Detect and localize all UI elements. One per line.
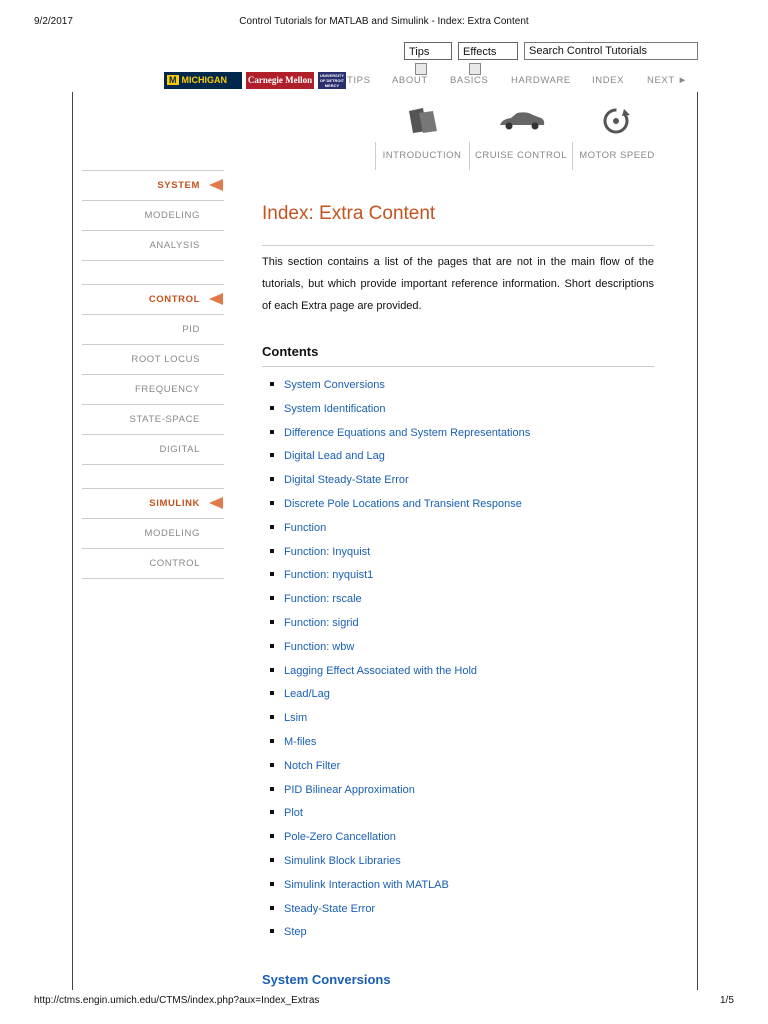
contents-link[interactable]: Digital Lead and Lag — [284, 450, 385, 463]
contents-list — [270, 374, 530, 945]
sidebar-divider — [82, 374, 224, 375]
sidebar-head-simulink[interactable]: SIMULINK — [149, 498, 200, 509]
bullet-icon — [270, 810, 274, 814]
list-item — [270, 826, 530, 850]
sidebar-divider — [82, 404, 224, 405]
bullet-icon — [270, 549, 274, 553]
bullet-icon — [270, 382, 274, 386]
contents-rule — [262, 366, 654, 367]
michigan-m: M — [169, 75, 177, 85]
list-item — [270, 398, 530, 422]
sidebar-divider — [82, 548, 224, 549]
bullet-icon — [270, 501, 274, 505]
bullet-icon — [270, 644, 274, 648]
bullet-icon — [270, 620, 274, 624]
sidebar-item-system-modeling[interactable]: MODELING — [144, 210, 200, 221]
contents-link[interactable]: Function: wbw — [284, 640, 355, 653]
cmu-logo-text: Carnegie Mellon — [247, 75, 313, 85]
contents-link[interactable]: System Conversions — [284, 379, 385, 391]
title-rule — [262, 245, 654, 246]
bullet-icon — [270, 715, 274, 719]
list-item — [270, 779, 530, 803]
tab-motor-speed[interactable]: MOTOR SPEED — [579, 150, 655, 161]
print-title: Control Tutorials for MATLAB and Simulink - Index: Extra Content — [239, 16, 529, 27]
contents-link[interactable]: Lagging Effect Associated with the Hold — [284, 664, 478, 677]
frame-left-border — [72, 92, 73, 990]
contents-heading: Contents — [262, 344, 319, 359]
sidebar-head-system[interactable]: SYSTEM — [157, 180, 200, 191]
list-item — [270, 588, 530, 612]
contents-link[interactable]: Function: nyquist1 — [284, 569, 374, 582]
sidebar-divider — [82, 170, 224, 171]
sidebar-divider — [82, 464, 224, 465]
tab-introduction[interactable]: INTRODUCTION — [382, 150, 462, 161]
sidebar-item-analysis[interactable]: ANALYSIS — [149, 240, 200, 251]
sidebar-divider — [82, 488, 224, 489]
contents-link[interactable]: M-files — [284, 735, 317, 748]
contents-link[interactable]: Discrete Pole Locations and Transient Response — [284, 497, 522, 510]
bullet-icon — [270, 596, 274, 600]
list-item — [270, 517, 530, 541]
list-item — [270, 493, 530, 517]
books-icon[interactable] — [405, 105, 439, 135]
bullet-icon — [270, 739, 274, 743]
nav-hardware[interactable]: HARDWARE — [511, 75, 571, 86]
nav-next[interactable]: NEXT ► — [647, 75, 688, 86]
cmu-logo[interactable] — [246, 72, 314, 89]
bullet-icon — [270, 430, 274, 434]
list-item — [270, 660, 530, 684]
list-item — [270, 898, 530, 922]
contents-link[interactable]: Simulink Block Libraries — [284, 854, 401, 867]
tips-checkbox[interactable] — [415, 63, 427, 75]
bullet-icon — [270, 882, 274, 886]
sidebar-item-frequency[interactable]: FREQUENCY — [134, 384, 200, 395]
tips-label: Tips — [409, 46, 430, 58]
sidebar-divider — [82, 200, 224, 201]
list-item — [270, 731, 530, 755]
print-date: 9/2/2017 — [34, 16, 73, 27]
contents-link[interactable]: Lsim — [284, 712, 308, 725]
list-item — [270, 564, 530, 588]
sidebar-head-control[interactable]: CONTROL — [148, 294, 200, 305]
contents-link[interactable]: Plot — [284, 807, 303, 820]
frame-right-border — [697, 92, 698, 990]
sidebar-divider — [82, 230, 224, 231]
bullet-icon — [270, 787, 274, 791]
contents-link[interactable]: Function: sigrid — [284, 616, 359, 629]
michigan-logo[interactable] — [164, 72, 242, 89]
bullet-icon — [270, 572, 274, 576]
contents-link[interactable]: Function: rscale — [284, 593, 362, 606]
detroit-mercy-logo[interactable] — [318, 72, 346, 89]
search-input[interactable] — [524, 42, 698, 60]
effects-checkbox[interactable] — [469, 63, 481, 75]
bullet-icon — [270, 906, 274, 910]
bullet-icon — [270, 525, 274, 529]
contents-link[interactable]: Notch Filter — [284, 759, 341, 772]
car-icon[interactable] — [497, 105, 547, 135]
bullet-icon — [270, 453, 274, 457]
print-url: http://ctms.engin.umich.edu/CTMS/index.php?aux=Index_Extras — [34, 995, 320, 1006]
contents-link[interactable]: Step — [284, 926, 307, 939]
sidebar-divider — [82, 578, 224, 579]
nav-about[interactable]: ABOUT — [392, 75, 428, 86]
michigan-logo-text: MICHIGAN — [181, 75, 227, 85]
sidebar-divider — [82, 314, 224, 315]
contents-link[interactable]: Digital Steady-State Error — [284, 474, 409, 487]
list-item — [270, 802, 530, 826]
contents-link[interactable]: Lead/Lag — [284, 688, 330, 701]
bullet-icon — [270, 668, 274, 672]
bullet-icon — [270, 858, 274, 862]
sidebar-divider — [82, 344, 224, 345]
sidebar-item-root-locus[interactable]: ROOT LOCUS — [131, 354, 200, 365]
list-item — [270, 541, 530, 565]
contents-link[interactable]: Steady-State Error — [284, 902, 376, 915]
sidebar-divider — [82, 434, 224, 435]
list-item — [270, 469, 530, 493]
bullet-icon — [270, 834, 274, 838]
contents-link[interactable]: System Identification — [284, 402, 386, 415]
list-item — [270, 683, 530, 707]
list-item — [270, 850, 530, 874]
simulink-arrow-icon — [209, 497, 223, 509]
print-page-number: 1/5 — [720, 995, 734, 1006]
contents-link[interactable]: Difference Equations and System Representations — [284, 426, 531, 439]
bullet-icon — [270, 763, 274, 767]
list-item — [270, 921, 530, 945]
bullet-icon — [270, 406, 274, 410]
section-heading-system-conversions[interactable]: System Conversions — [262, 972, 391, 987]
intro-paragraph: This section contains a list of the pages that are not in the main flow of the tutorials, but which provide important reference information. Short descriptions of each Extra page are provided. — [262, 256, 654, 312]
sidebar-item-simulink-control[interactable]: CONTROL — [149, 558, 200, 569]
sidebar-item-simulink-modeling[interactable]: MODELING — [144, 528, 200, 539]
contents-link[interactable]: Function: Inyquist — [284, 545, 371, 558]
list-item — [270, 612, 530, 636]
bullet-icon — [270, 929, 274, 933]
nav-basics[interactable]: BASICS — [450, 75, 489, 86]
nav-tips[interactable]: TIPS — [347, 75, 371, 86]
contents-link[interactable]: Pole-Zero Cancellation — [284, 831, 396, 844]
control-arrow-icon — [209, 293, 223, 305]
list-item — [270, 707, 530, 731]
contents-link[interactable]: Simulink Interaction with MATLAB — [284, 878, 449, 891]
tips-toggle[interactable] — [404, 42, 452, 60]
effects-label: Effects — [463, 46, 497, 58]
sidebar-item-state-space[interactable]: STATE-SPACE — [129, 414, 200, 425]
list-item — [270, 636, 530, 660]
list-item — [270, 755, 530, 779]
page-title: Index: Extra Content — [262, 203, 436, 224]
bullet-icon — [270, 691, 274, 695]
sidebar-divider — [82, 284, 224, 285]
contents-link[interactable]: Function — [284, 521, 327, 534]
list-item — [270, 874, 530, 898]
list-item — [270, 445, 530, 469]
effects-toggle[interactable] — [458, 42, 518, 60]
list-item — [270, 422, 530, 446]
detroit-logo-text: UNIVERSITY OF DETROIT MERCY — [319, 73, 345, 88]
bullet-icon — [270, 477, 274, 481]
tab-cruise-control[interactable]: CRUISE CONTROL — [475, 150, 567, 161]
system-arrow-icon — [209, 179, 223, 191]
sidebar-divider — [82, 518, 224, 519]
sidebar-item-pid[interactable]: PID — [182, 324, 200, 335]
contents-link[interactable]: PID Bilinear Approximation — [284, 783, 415, 796]
list-item — [270, 374, 530, 398]
sidebar-item-digital[interactable]: DIGITAL — [159, 444, 200, 455]
sidebar-divider — [82, 260, 224, 261]
nav-index[interactable]: INDEX — [592, 75, 625, 86]
motor-icon[interactable] — [600, 105, 634, 137]
